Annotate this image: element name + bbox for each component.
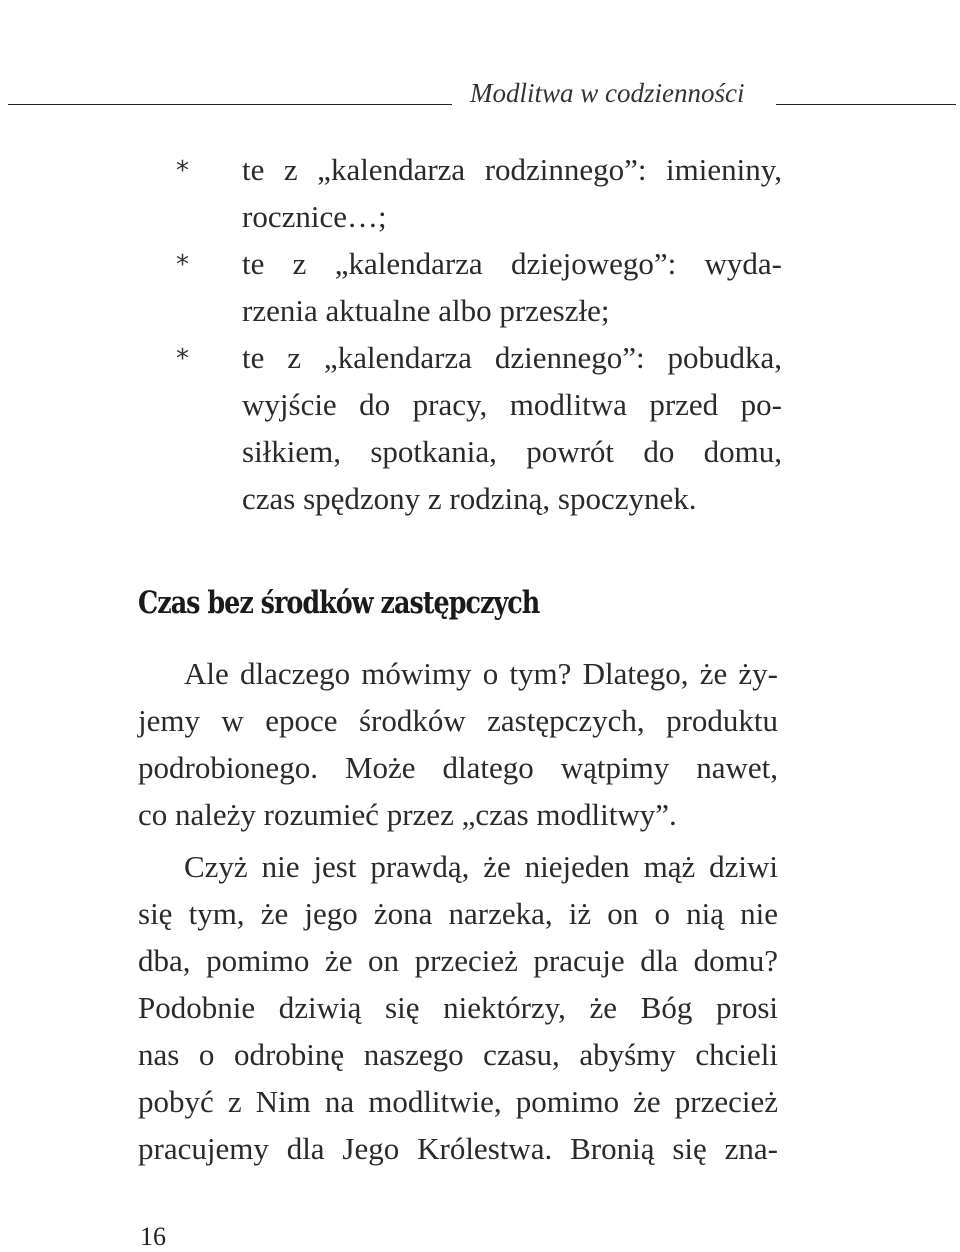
asterisk-bullet-icon: * xyxy=(176,156,189,186)
paragraph-line: Czyż nie jest prawdą, że niejeden mąż dziwi xyxy=(184,849,778,884)
header-rule-right xyxy=(776,104,956,105)
paragraph-line: Podobnie dziwią się niektórzy, że Bóg prosi xyxy=(138,990,778,1025)
asterisk-bullet-icon: * xyxy=(176,344,189,374)
bullet-line: te z „kalendarza dziennego”: pobudka, xyxy=(242,340,782,375)
paragraph-line: nas o odrobinę naszego czasu, abyśmy chcieli xyxy=(138,1037,778,1072)
running-head-title: Modlitwa w codzienności xyxy=(470,78,745,108)
running-header xyxy=(0,78,960,118)
bullet-list xyxy=(0,146,960,522)
bullet-line: czas spędzony z rodziną, spoczynek. xyxy=(242,481,697,516)
paragraph-line: co należy rozumieć przez „czas modlitwy”. xyxy=(138,797,677,832)
section-heading: Czas bez środków zastępczych xyxy=(138,585,540,621)
bullet-item-historical-calendar xyxy=(176,240,782,334)
paragraph-line: pracujemy dla Jego Królestwa. Bronią się zna- xyxy=(138,1131,778,1166)
bullet-item-daily-calendar xyxy=(176,334,782,522)
header-rule-left xyxy=(8,104,452,105)
bullet-line: rzenia aktualne albo przeszłe; xyxy=(242,293,610,328)
paragraph-line: pobyć z Nim na modlitwie, pomimo że przecież xyxy=(138,1084,778,1119)
paragraph-line: dba, pomimo że on przecież pracuje dla domu? xyxy=(138,943,778,978)
bullet-item-family-calendar xyxy=(176,146,782,240)
paragraph-line: jemy w epoce środków zastępczych, produktu xyxy=(138,703,778,738)
bullet-line: te z „kalendarza dziejowego”: wyda- xyxy=(242,246,782,281)
paragraph-1 xyxy=(138,650,778,838)
paragraph-line: się tym, że jego żona narzeka, iż on o nią nie xyxy=(138,896,778,931)
bullet-line: siłkiem, spotkania, powrót do domu, xyxy=(242,434,782,469)
paragraph-line: podrobionego. Może dlatego wątpimy nawet, xyxy=(138,750,778,785)
bullet-line: te z „kalendarza rodzinnego”: imieniny, xyxy=(242,152,782,187)
bullet-line: rocznice…; xyxy=(242,199,387,234)
asterisk-bullet-icon: * xyxy=(176,250,189,280)
bullet-line: wyjście do pracy, modlitwa przed po- xyxy=(242,387,782,422)
paragraph-2 xyxy=(138,843,778,1172)
page-number: 16 xyxy=(140,1222,166,1251)
paragraph-line: Ale dlaczego mówimy o tym? Dlatego, że ży- xyxy=(184,656,778,691)
